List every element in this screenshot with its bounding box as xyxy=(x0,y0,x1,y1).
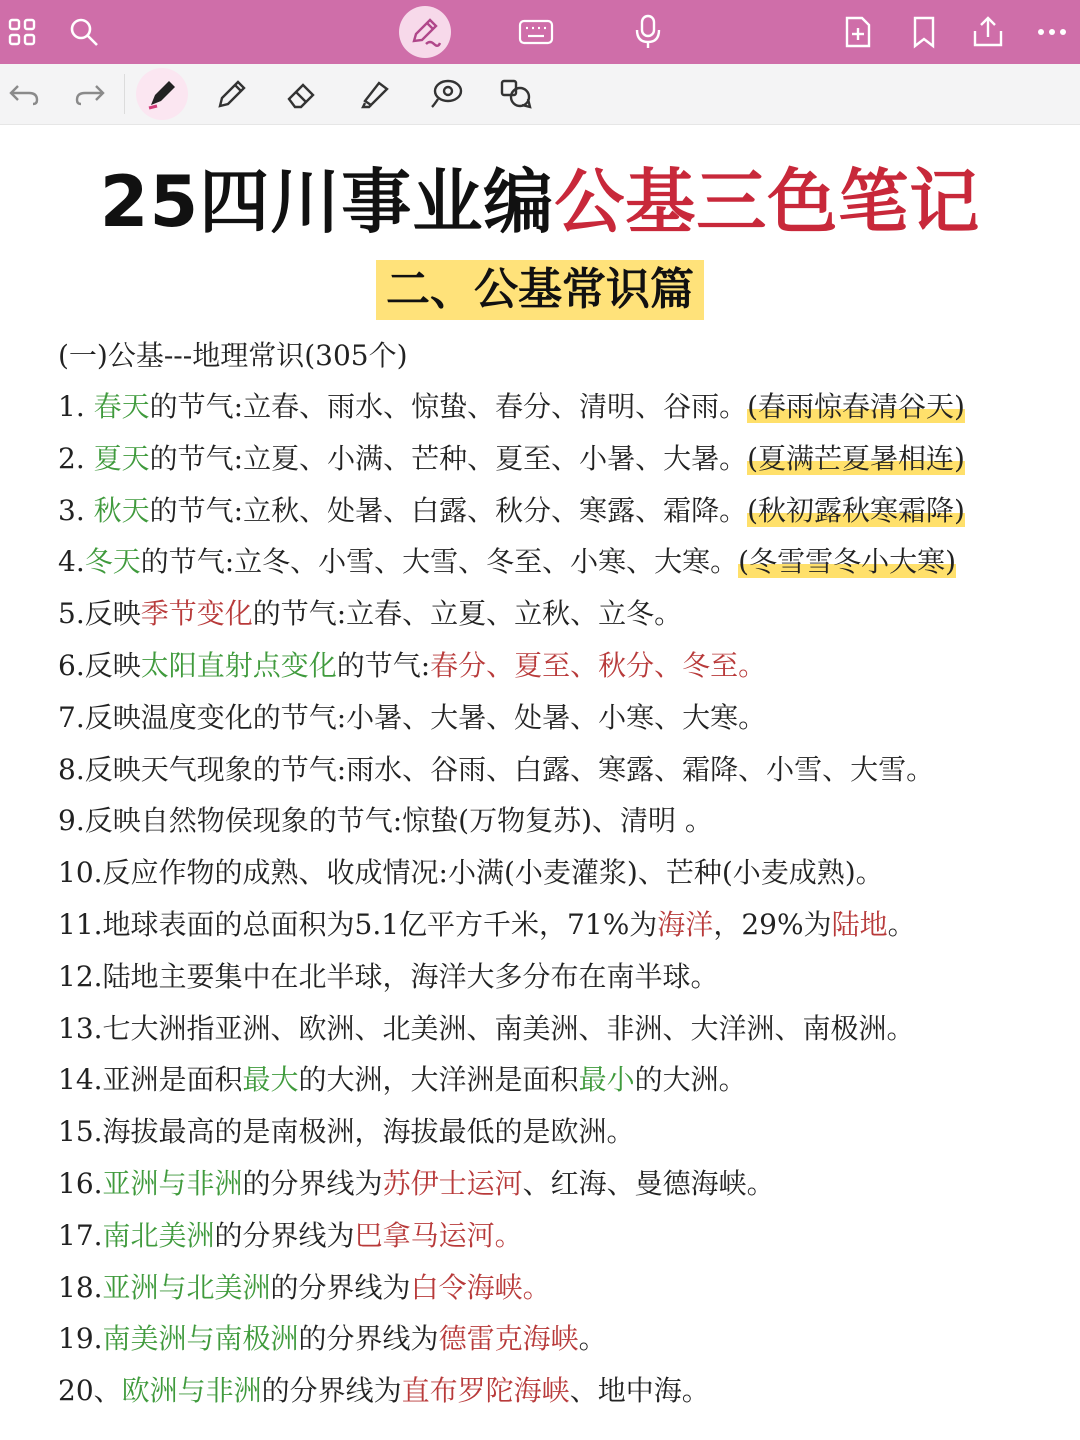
pen-edit-icon[interactable] xyxy=(399,6,451,58)
subtitle-wrap xyxy=(0,260,1080,320)
section-subtitle: 二、公基常识篇 xyxy=(376,260,704,320)
bookmark-icon[interactable] xyxy=(904,12,944,52)
more-icon[interactable] xyxy=(1032,12,1072,52)
tools-row xyxy=(0,64,1080,124)
note-line: 17.南北美洲的分界线为巴拿马运河。 xyxy=(58,1218,523,1252)
keyboard-icon[interactable] xyxy=(516,12,556,52)
note-line: 3. 秋天的节气:立秋、处暑、白露、秋分、寒露、霜降。(秋初露秋寒霜降) xyxy=(58,493,965,527)
fountain-pen-icon[interactable] xyxy=(144,76,180,112)
note-line: 7.反映温度变化的节气:小暑、大暑、处暑、小寒、大寒。 xyxy=(58,700,767,734)
notes-list xyxy=(58,384,1058,1420)
note-line: 6.反映太阳直射点变化的节气:春分、夏至、秋分、冬至。 xyxy=(58,648,767,682)
note-line: 12.陆地主要集中在北半球，海洋大多分布在南半球。 xyxy=(58,959,719,993)
lasso-icon[interactable] xyxy=(428,76,464,112)
note-line: 5.反映季节变化的节气:立春、立夏、立秋、立冬。 xyxy=(58,597,683,631)
share-icon[interactable] xyxy=(968,12,1008,52)
section-intro: (一)公基---地理常识(305个) xyxy=(58,339,408,372)
note-line: 2. 夏天的节气:立夏、小满、芒种、夏至、小暑、大暑。(夏满芒夏暑相连) xyxy=(58,441,965,475)
search-icon[interactable] xyxy=(64,12,104,52)
note-line: 14.亚洲是面积最大的大洲，大洋洲是面积最小的大洲。 xyxy=(58,1063,747,1097)
note-line: 18.亚洲与北美洲的分界线为白令海峡。 xyxy=(58,1270,551,1304)
microphone-icon[interactable] xyxy=(628,12,668,52)
title-black: 25四川事业编 xyxy=(99,161,555,243)
shapes-icon[interactable] xyxy=(498,76,534,112)
add-page-icon[interactable] xyxy=(838,12,878,52)
note-line: 19.南美洲与南极洲的分界线为德雷克海峡。 xyxy=(58,1322,607,1356)
highlighter-icon[interactable] xyxy=(356,76,392,112)
note-line: 16.亚洲与非洲的分界线为苏伊士运河、红海、曼德海峡。 xyxy=(58,1166,775,1200)
note-line: 15.海拔最高的是南极洲，海拔最低的是欧洲。 xyxy=(58,1115,635,1149)
title-red: 公基三色笔记 xyxy=(554,161,981,243)
note-line: 8.反映天气现象的节气:雨水、谷雨、白露、寒露、霜降、小雪、大雪。 xyxy=(58,752,935,786)
note-line: 20、欧洲与非洲的分界线为直布罗陀海峡、地中海。 xyxy=(58,1374,710,1408)
grid-icon[interactable] xyxy=(2,12,42,52)
eraser-icon[interactable] xyxy=(284,76,320,112)
note-line: 9.反映自然物侯现象的节气:惊蛰(万物复苏)、清明 。 xyxy=(58,804,713,838)
note-line: 13.七大洲指亚洲、欧洲、北美洲、南美洲、非洲、大洋洲、南极洲。 xyxy=(58,1011,915,1045)
page-title xyxy=(0,160,1080,244)
top-toolbar xyxy=(0,0,1080,64)
note-line: 1. 春天的节气:立春、雨水、惊蛰、春分、清明、谷雨。(春雨惊春清谷天) xyxy=(58,390,965,423)
note-line: 10.反应作物的成熟、收成情况:小满(小麦灌浆)、芒种(小麦成熟)。 xyxy=(58,856,884,890)
note-line: 11.地球表面的总面积为5.1亿平方千米，71%为海洋，29%为陆地。 xyxy=(58,907,916,941)
note-line: 4.冬天的节气:立冬、小雪、大雪、冬至、小寒、大寒。(冬雪雪冬小大寒) xyxy=(58,545,957,579)
pencil-icon[interactable] xyxy=(214,76,250,112)
